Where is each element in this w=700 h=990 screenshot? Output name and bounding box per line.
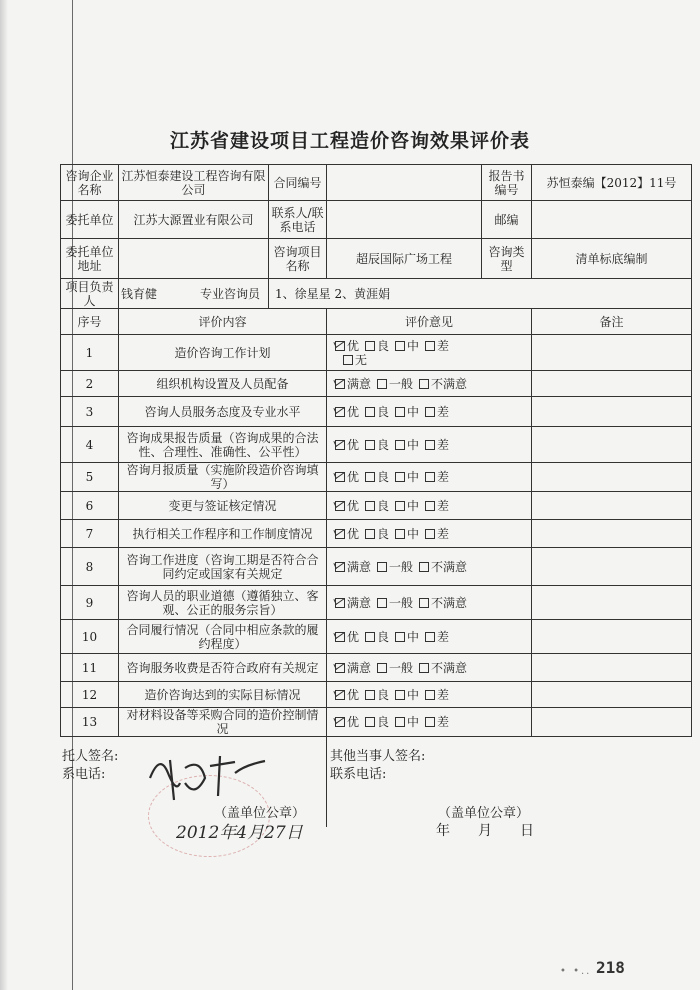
rating-option-label: 无 [355, 352, 368, 367]
info-row-client [61, 201, 692, 239]
checkbox-icon[interactable] [395, 690, 405, 700]
rating-option-label: 不满意 [431, 376, 468, 391]
table-row [61, 586, 692, 620]
rating-option-label: 中 [407, 715, 420, 729]
contact-label: 联系人/联系电话 [269, 201, 327, 239]
rating-option[interactable] [377, 377, 413, 391]
rating-option-label: 满意 [347, 660, 372, 675]
row-opinion [327, 620, 532, 654]
checkbox-icon[interactable] [419, 562, 429, 572]
rating-option-label: 优 [347, 338, 360, 353]
row-number: 3 [61, 397, 119, 427]
rating-option[interactable] [335, 438, 359, 452]
rating-option[interactable] [425, 715, 449, 729]
row-number: 8 [61, 548, 119, 586]
rating-option[interactable] [377, 560, 413, 574]
rating-option[interactable] [335, 527, 359, 541]
rating-option-label: 差 [437, 338, 450, 353]
leader-value[interactable] [119, 279, 269, 309]
checkbox-icon[interactable] [365, 440, 375, 450]
row-opinion [327, 397, 532, 427]
rating-option[interactable] [395, 470, 419, 484]
row-number: 1 [61, 335, 119, 371]
row-opinion [327, 654, 532, 682]
other-seal-note: （盖单位公章） [438, 806, 530, 821]
other-sign-block [330, 748, 425, 784]
rating-option[interactable] [365, 715, 389, 729]
contract-no-value[interactable] [327, 165, 482, 201]
rating-option-label: 中 [407, 498, 420, 513]
rating-option[interactable] [395, 630, 419, 644]
rating-option-label: 满意 [347, 595, 372, 610]
rating-option[interactable] [335, 596, 371, 610]
info-row-project [61, 239, 692, 279]
info-row-company [61, 165, 692, 201]
other-sign-date: 年 月 日 [436, 823, 534, 839]
rating-option[interactable] [343, 353, 367, 367]
rating-option[interactable] [395, 499, 419, 513]
table-row [61, 427, 692, 463]
checkbox-icon[interactable] [395, 717, 405, 727]
rating-option[interactable] [365, 527, 389, 541]
rating-option-label: 中 [407, 437, 420, 452]
checkbox-icon[interactable] [425, 690, 435, 700]
leader-label: 项目负责人 [61, 279, 119, 309]
row-content: 合同履行情况（合同中相应条款的履约程度） [119, 620, 327, 654]
row-opinion [327, 427, 532, 463]
client-sign-label: 托人签名: [62, 749, 119, 764]
client-sign-block [62, 748, 118, 784]
checked-checkbox-icon[interactable] [335, 562, 345, 572]
rating-option[interactable] [335, 405, 359, 419]
rating-option[interactable] [335, 339, 359, 353]
contact-value[interactable] [327, 201, 482, 239]
company-value[interactable]: 江苏恒泰建设工程咨询有限公司 [119, 165, 269, 201]
rating-option[interactable] [365, 499, 389, 513]
checkbox-icon[interactable] [365, 472, 375, 482]
checked-checkbox-icon[interactable] [335, 472, 345, 482]
row-number: 9 [61, 586, 119, 620]
checked-checkbox-icon[interactable] [335, 341, 345, 351]
consultant-value[interactable]: 1、徐星星 2、黄涯娟 [269, 279, 692, 309]
client-handwritten-signature [140, 748, 280, 808]
rating-option[interactable] [335, 377, 371, 391]
rating-option-label: 优 [347, 715, 360, 729]
rating-option-label: 优 [347, 629, 360, 644]
rating-option[interactable] [377, 596, 413, 610]
rating-option[interactable] [425, 499, 449, 513]
row-opinion [327, 335, 532, 371]
checkbox-icon[interactable] [377, 663, 387, 673]
checkbox-icon[interactable] [395, 472, 405, 482]
table-header-row [61, 309, 692, 335]
checkbox-icon[interactable] [365, 501, 375, 511]
row-number: 13 [61, 708, 119, 737]
rating-option[interactable] [419, 596, 467, 610]
checked-checkbox-icon[interactable] [335, 690, 345, 700]
checkbox-icon[interactable] [425, 501, 435, 511]
row-content: 组织机构设置及人员配备 [119, 371, 327, 397]
rating-option-label: 不满意 [431, 660, 468, 675]
postcode-value[interactable] [532, 201, 692, 239]
row-content: 咨询工作进度（咨询工期是否符合合同约定或国家有关规定 [119, 548, 327, 586]
row-content: 咨询服务收费是否符合政府有关规定 [119, 654, 327, 682]
row-number: 5 [61, 463, 119, 492]
rating-option-label: 一般 [389, 376, 414, 391]
rating-option-label: 满意 [347, 559, 372, 574]
rating-option-label: 优 [347, 687, 360, 702]
table-row [61, 682, 692, 708]
table-row [61, 492, 692, 520]
checkbox-icon[interactable] [395, 341, 405, 351]
rating-option-label: 差 [437, 404, 450, 419]
checkbox-icon[interactable] [377, 562, 387, 572]
checkbox-icon[interactable] [395, 529, 405, 539]
checkbox-icon[interactable] [395, 407, 405, 417]
rating-option-label: 差 [437, 437, 450, 452]
checkbox-icon[interactable] [419, 379, 429, 389]
rating-option[interactable] [365, 405, 389, 419]
checkbox-icon[interactable] [425, 472, 435, 482]
rating-option-label: 良 [377, 338, 390, 353]
rating-option[interactable] [335, 715, 359, 729]
rating-option[interactable] [335, 499, 359, 513]
checkbox-icon[interactable] [425, 717, 435, 727]
rating-option[interactable] [335, 560, 371, 574]
row-number: 2 [61, 371, 119, 397]
row-number: 11 [61, 654, 119, 682]
rating-option-label: 差 [437, 526, 450, 541]
checked-checkbox-icon[interactable] [335, 529, 345, 539]
row-remark[interactable] [532, 548, 692, 586]
checked-checkbox-icon[interactable] [335, 440, 345, 450]
checkbox-icon[interactable] [377, 598, 387, 608]
rating-option-label: 一般 [389, 559, 414, 574]
rating-option[interactable] [425, 339, 449, 353]
rating-option-label: 不满意 [431, 595, 468, 610]
rating-option-label: 良 [377, 404, 390, 419]
rating-option-label: 一般 [389, 660, 414, 675]
row-content: 对材料设备等采购合同的造价控制情况 [119, 708, 327, 737]
rating-option[interactable] [365, 339, 389, 353]
checkbox-icon[interactable] [395, 632, 405, 642]
rating-option-label: 良 [377, 526, 390, 541]
header-remark: 备注 [532, 309, 692, 335]
rating-option-label: 良 [377, 470, 390, 484]
rating-option-label: 良 [377, 629, 390, 644]
report-no-label: 报告书编号 [482, 165, 532, 201]
table-row [61, 708, 692, 737]
checkbox-icon[interactable] [425, 529, 435, 539]
row-opinion [327, 520, 532, 548]
rating-option[interactable] [335, 470, 359, 484]
row-opinion [327, 492, 532, 520]
rating-option[interactable] [419, 377, 467, 391]
rating-option-label: 差 [437, 715, 450, 729]
checkbox-icon[interactable] [425, 407, 435, 417]
project-value[interactable]: 超辰国际广场工程 [327, 239, 482, 279]
checkbox-icon[interactable] [365, 407, 375, 417]
rating-option[interactable] [425, 470, 449, 484]
rating-option[interactable] [425, 405, 449, 419]
rating-option-label: 中 [407, 629, 420, 644]
rating-option[interactable] [395, 339, 419, 353]
rating-option[interactable] [425, 438, 449, 452]
checkbox-icon[interactable] [343, 355, 353, 365]
checkbox-icon[interactable] [425, 440, 435, 450]
client-seal-note: （盖单位公章） [214, 806, 306, 821]
checkbox-icon[interactable] [395, 501, 405, 511]
row-opinion [327, 586, 532, 620]
rating-option-label: 不满意 [431, 559, 468, 574]
rating-option-label: 中 [407, 470, 420, 484]
rating-option[interactable] [335, 630, 359, 644]
row-opinion [327, 708, 532, 737]
consultant-label: 专业咨询员 [199, 286, 260, 301]
rating-option-label: 中 [407, 338, 420, 353]
row-remark[interactable] [532, 335, 692, 371]
checkbox-icon[interactable] [365, 717, 375, 727]
rating-option-label: 中 [407, 404, 420, 419]
row-remark[interactable] [532, 520, 692, 548]
checked-checkbox-icon[interactable] [335, 632, 345, 642]
checked-checkbox-icon[interactable] [335, 501, 345, 511]
row-content: 咨询成果报告质量（咨询成果的合法性、合理性、准确性、公平性） [119, 427, 327, 463]
row-remark[interactable] [532, 492, 692, 520]
rating-option[interactable] [365, 630, 389, 644]
rating-option[interactable] [425, 527, 449, 541]
table-row [61, 620, 692, 654]
table-row [61, 397, 692, 427]
rating-option-label: 满意 [347, 376, 372, 391]
row-remark[interactable] [532, 463, 692, 492]
leader-name: 钱育健 [121, 286, 158, 301]
row-remark[interactable] [532, 682, 692, 708]
row-content: 执行相关工作程序和工作制度情况 [119, 520, 327, 548]
evaluation-form [60, 164, 692, 827]
form-title: 江苏省建设项目工程造价咨询效果评价表 [169, 130, 530, 152]
rating-option-label: 优 [347, 470, 360, 484]
table-row [61, 371, 692, 397]
row-number: 12 [61, 682, 119, 708]
contract-no-label: 合同编号 [269, 165, 327, 201]
row-opinion [327, 463, 532, 492]
project-label: 咨询项目名称 [269, 239, 327, 279]
row-remark[interactable] [532, 708, 692, 737]
rating-option[interactable] [365, 470, 389, 484]
report-no-value[interactable]: 苏恒泰编【2012】11号 [532, 165, 692, 201]
rating-option-label: 良 [377, 715, 390, 729]
rating-option-label: 良 [377, 437, 390, 452]
row-number: 7 [61, 520, 119, 548]
company-label: 咨询企业名称 [61, 165, 119, 201]
row-remark[interactable] [532, 371, 692, 397]
evaluation-rows [61, 335, 692, 737]
checked-checkbox-icon[interactable] [335, 717, 345, 727]
table-row [61, 548, 692, 586]
checked-checkbox-icon[interactable] [335, 407, 345, 417]
row-remark[interactable] [532, 427, 692, 463]
rating-option[interactable] [419, 560, 467, 574]
rating-option[interactable] [419, 661, 467, 675]
rating-option-label: 差 [437, 498, 450, 513]
client-addr-label: 委托单位地址 [61, 239, 119, 279]
rating-option-label: 中 [407, 526, 420, 541]
checkbox-icon[interactable] [365, 690, 375, 700]
rating-option-label: 差 [437, 629, 450, 644]
row-content: 变更与签证核定情况 [119, 492, 327, 520]
rating-option-label: 优 [347, 404, 360, 419]
rating-option[interactable] [425, 630, 449, 644]
type-label: 咨询类型 [482, 239, 532, 279]
row-opinion [327, 548, 532, 586]
rating-option[interactable] [365, 438, 389, 452]
rating-option[interactable] [395, 715, 419, 729]
row-opinion [327, 371, 532, 397]
table-row [61, 335, 692, 371]
checkbox-icon[interactable] [365, 529, 375, 539]
client-label: 委托单位 [61, 201, 119, 239]
rating-option[interactable] [395, 438, 419, 452]
table-row [61, 654, 692, 682]
rating-option[interactable] [335, 661, 371, 675]
table-row [61, 520, 692, 548]
client-sign-date: 2012年4月27日 [176, 823, 303, 843]
rating-option[interactable] [395, 527, 419, 541]
header-no: 序号 [61, 309, 119, 335]
row-content: 咨询月报质量（实施阶段造价咨询填写） [119, 463, 327, 492]
checkbox-icon[interactable] [425, 341, 435, 351]
rating-option-label: 一般 [389, 595, 414, 610]
header-content: 评价内容 [119, 309, 327, 335]
row-number: 4 [61, 427, 119, 463]
row-opinion [327, 682, 532, 708]
postcode-label: 邮编 [482, 201, 532, 239]
rating-option-label: 良 [377, 687, 390, 702]
checked-checkbox-icon[interactable] [335, 379, 345, 389]
rating-option-label: 良 [377, 498, 390, 513]
checkbox-icon[interactable] [425, 632, 435, 642]
other-phone-label: 联系电话: [330, 767, 387, 782]
checkbox-icon[interactable] [395, 440, 405, 450]
rating-option-label: 差 [437, 687, 450, 702]
rating-option[interactable] [377, 661, 413, 675]
client-addr-value[interactable] [119, 239, 269, 279]
rating-option[interactable] [425, 688, 449, 702]
header-opinion: 评价意见 [327, 309, 532, 335]
row-remark[interactable] [532, 654, 692, 682]
rating-option[interactable] [365, 688, 389, 702]
rating-option-label: 差 [437, 470, 450, 484]
row-remark[interactable] [532, 397, 692, 427]
checkbox-icon[interactable] [419, 598, 429, 608]
table-row [61, 463, 692, 492]
page-number-prefix: • •.. [560, 966, 592, 977]
rating-option-label: 优 [347, 526, 360, 541]
checkbox-icon[interactable] [365, 632, 375, 642]
client-phone-label: 系电话: [62, 767, 106, 782]
row-content: 咨询人员服务态度及专业水平 [119, 397, 327, 427]
rating-option[interactable] [395, 405, 419, 419]
page-number: 218 [596, 958, 625, 977]
row-number: 6 [61, 492, 119, 520]
rating-option-label: 中 [407, 687, 420, 702]
other-sign-label: 其他当事人签名: [330, 749, 426, 764]
checked-checkbox-icon[interactable] [335, 663, 345, 673]
checkbox-icon[interactable] [419, 663, 429, 673]
rating-option[interactable] [335, 688, 359, 702]
row-content: 造价咨询工作计划 [119, 335, 327, 371]
info-row-personnel [61, 279, 692, 309]
row-remark[interactable] [532, 620, 692, 654]
rating-option[interactable] [395, 688, 419, 702]
row-number: 10 [61, 620, 119, 654]
checked-checkbox-icon[interactable] [335, 598, 345, 608]
rating-option-label: 优 [347, 498, 360, 513]
type-value[interactable]: 清单标底编制 [532, 239, 692, 279]
client-value[interactable]: 江苏大源置业有限公司 [119, 201, 269, 239]
rating-option-label: 优 [347, 437, 360, 452]
checkbox-icon[interactable] [377, 379, 387, 389]
row-content: 咨询人员的职业道德（遵循独立、客观、公正的服务宗旨） [119, 586, 327, 620]
checkbox-icon[interactable] [365, 341, 375, 351]
row-content: 造价咨询达到的实际目标情况 [119, 682, 327, 708]
row-remark[interactable] [532, 586, 692, 620]
